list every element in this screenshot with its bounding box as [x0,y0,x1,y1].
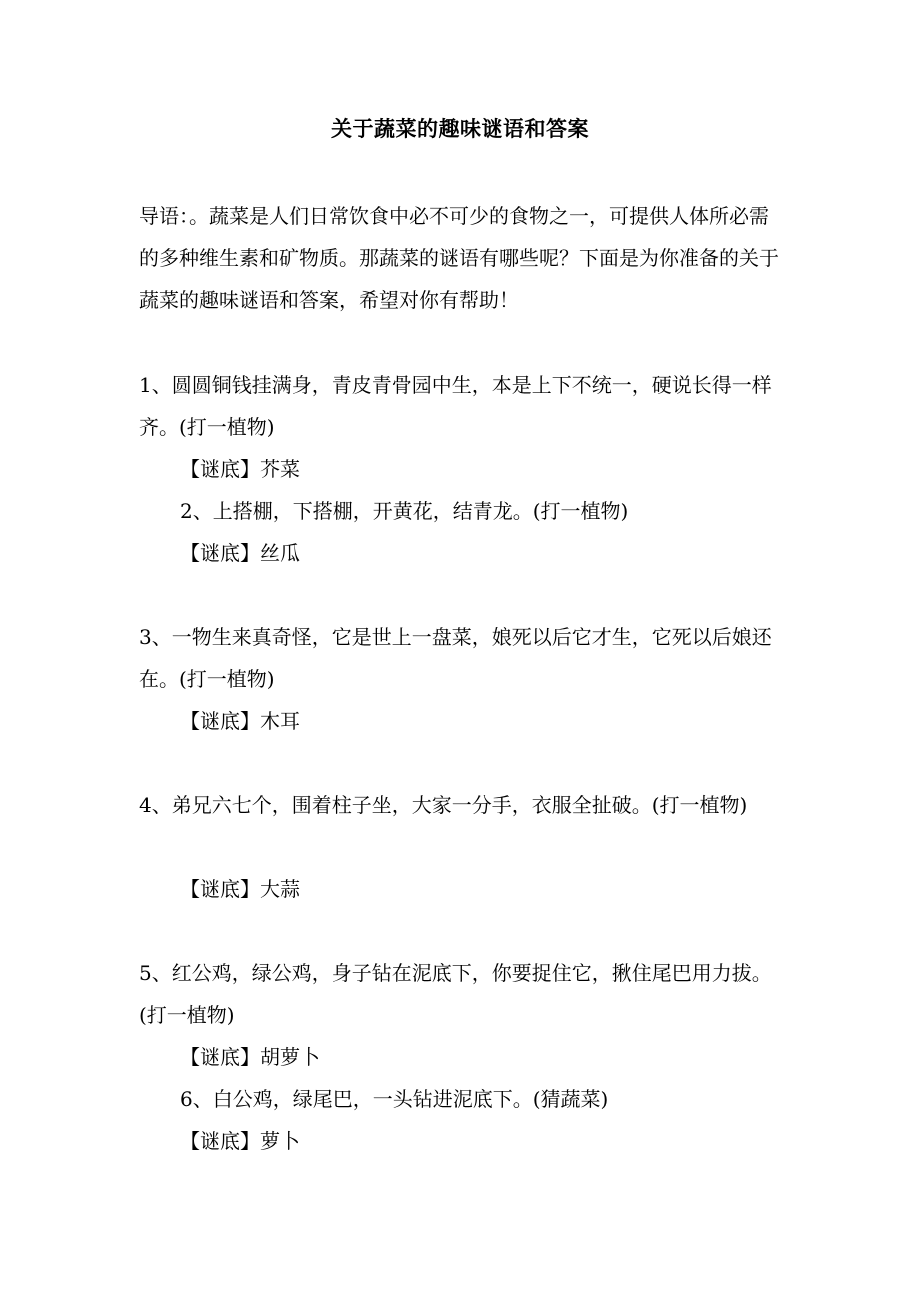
intro-paragraph: 导语：。蔬菜是人们日常饮食中必不可少的食物之一，可提供人体所必需的多种维生素和矿物质。那蔬菜的谜语有哪些呢？下面是为你准备的关于蔬菜的趣味谜语和答案，希望对你有帮助！ [139,204,779,312]
riddle-answer-5: 【谜底】胡萝卜 [180,1045,320,1069]
riddle-question-5: 5、红公鸡，绿公鸡，身子钻在泥底下，你要捉住它，揪住尾巴用力拔。(打一植物) [139,961,772,1027]
riddle-question-4: 4、弟兄六七个，围着柱子坐，大家一分手，衣服全扯破。(打一植物) [139,793,748,817]
riddle-answer-2: 【谜底】丝瓜 [180,541,300,565]
document-title: 关于蔬菜的趣味谜语和答案 [331,117,589,141]
riddle-question-6: 6、白公鸡，绿尾巴，一头钻进泥底下。(猜蔬菜) [180,1087,609,1111]
riddle-answer-4: 【谜底】大蒜 [180,877,300,901]
riddle-answer-6: 【谜底】萝卜 [180,1129,300,1153]
riddle-answer-1: 【谜底】芥菜 [180,457,300,481]
riddle-question-1: 1、圆圆铜钱挂满身，青皮青骨园中生，本是上下不统一，硬说长得一样齐。(打一植物) [139,373,772,439]
riddle-question-2: 2、上搭棚，下搭棚，开黄花，结青龙。(打一植物) [180,499,629,523]
riddle-answer-3: 【谜底】木耳 [180,709,300,733]
riddle-question-3: 3、一物生来真奇怪，它是世上一盘菜，娘死以后它才生，它死以后娘还在。(打一植物) [139,625,772,691]
